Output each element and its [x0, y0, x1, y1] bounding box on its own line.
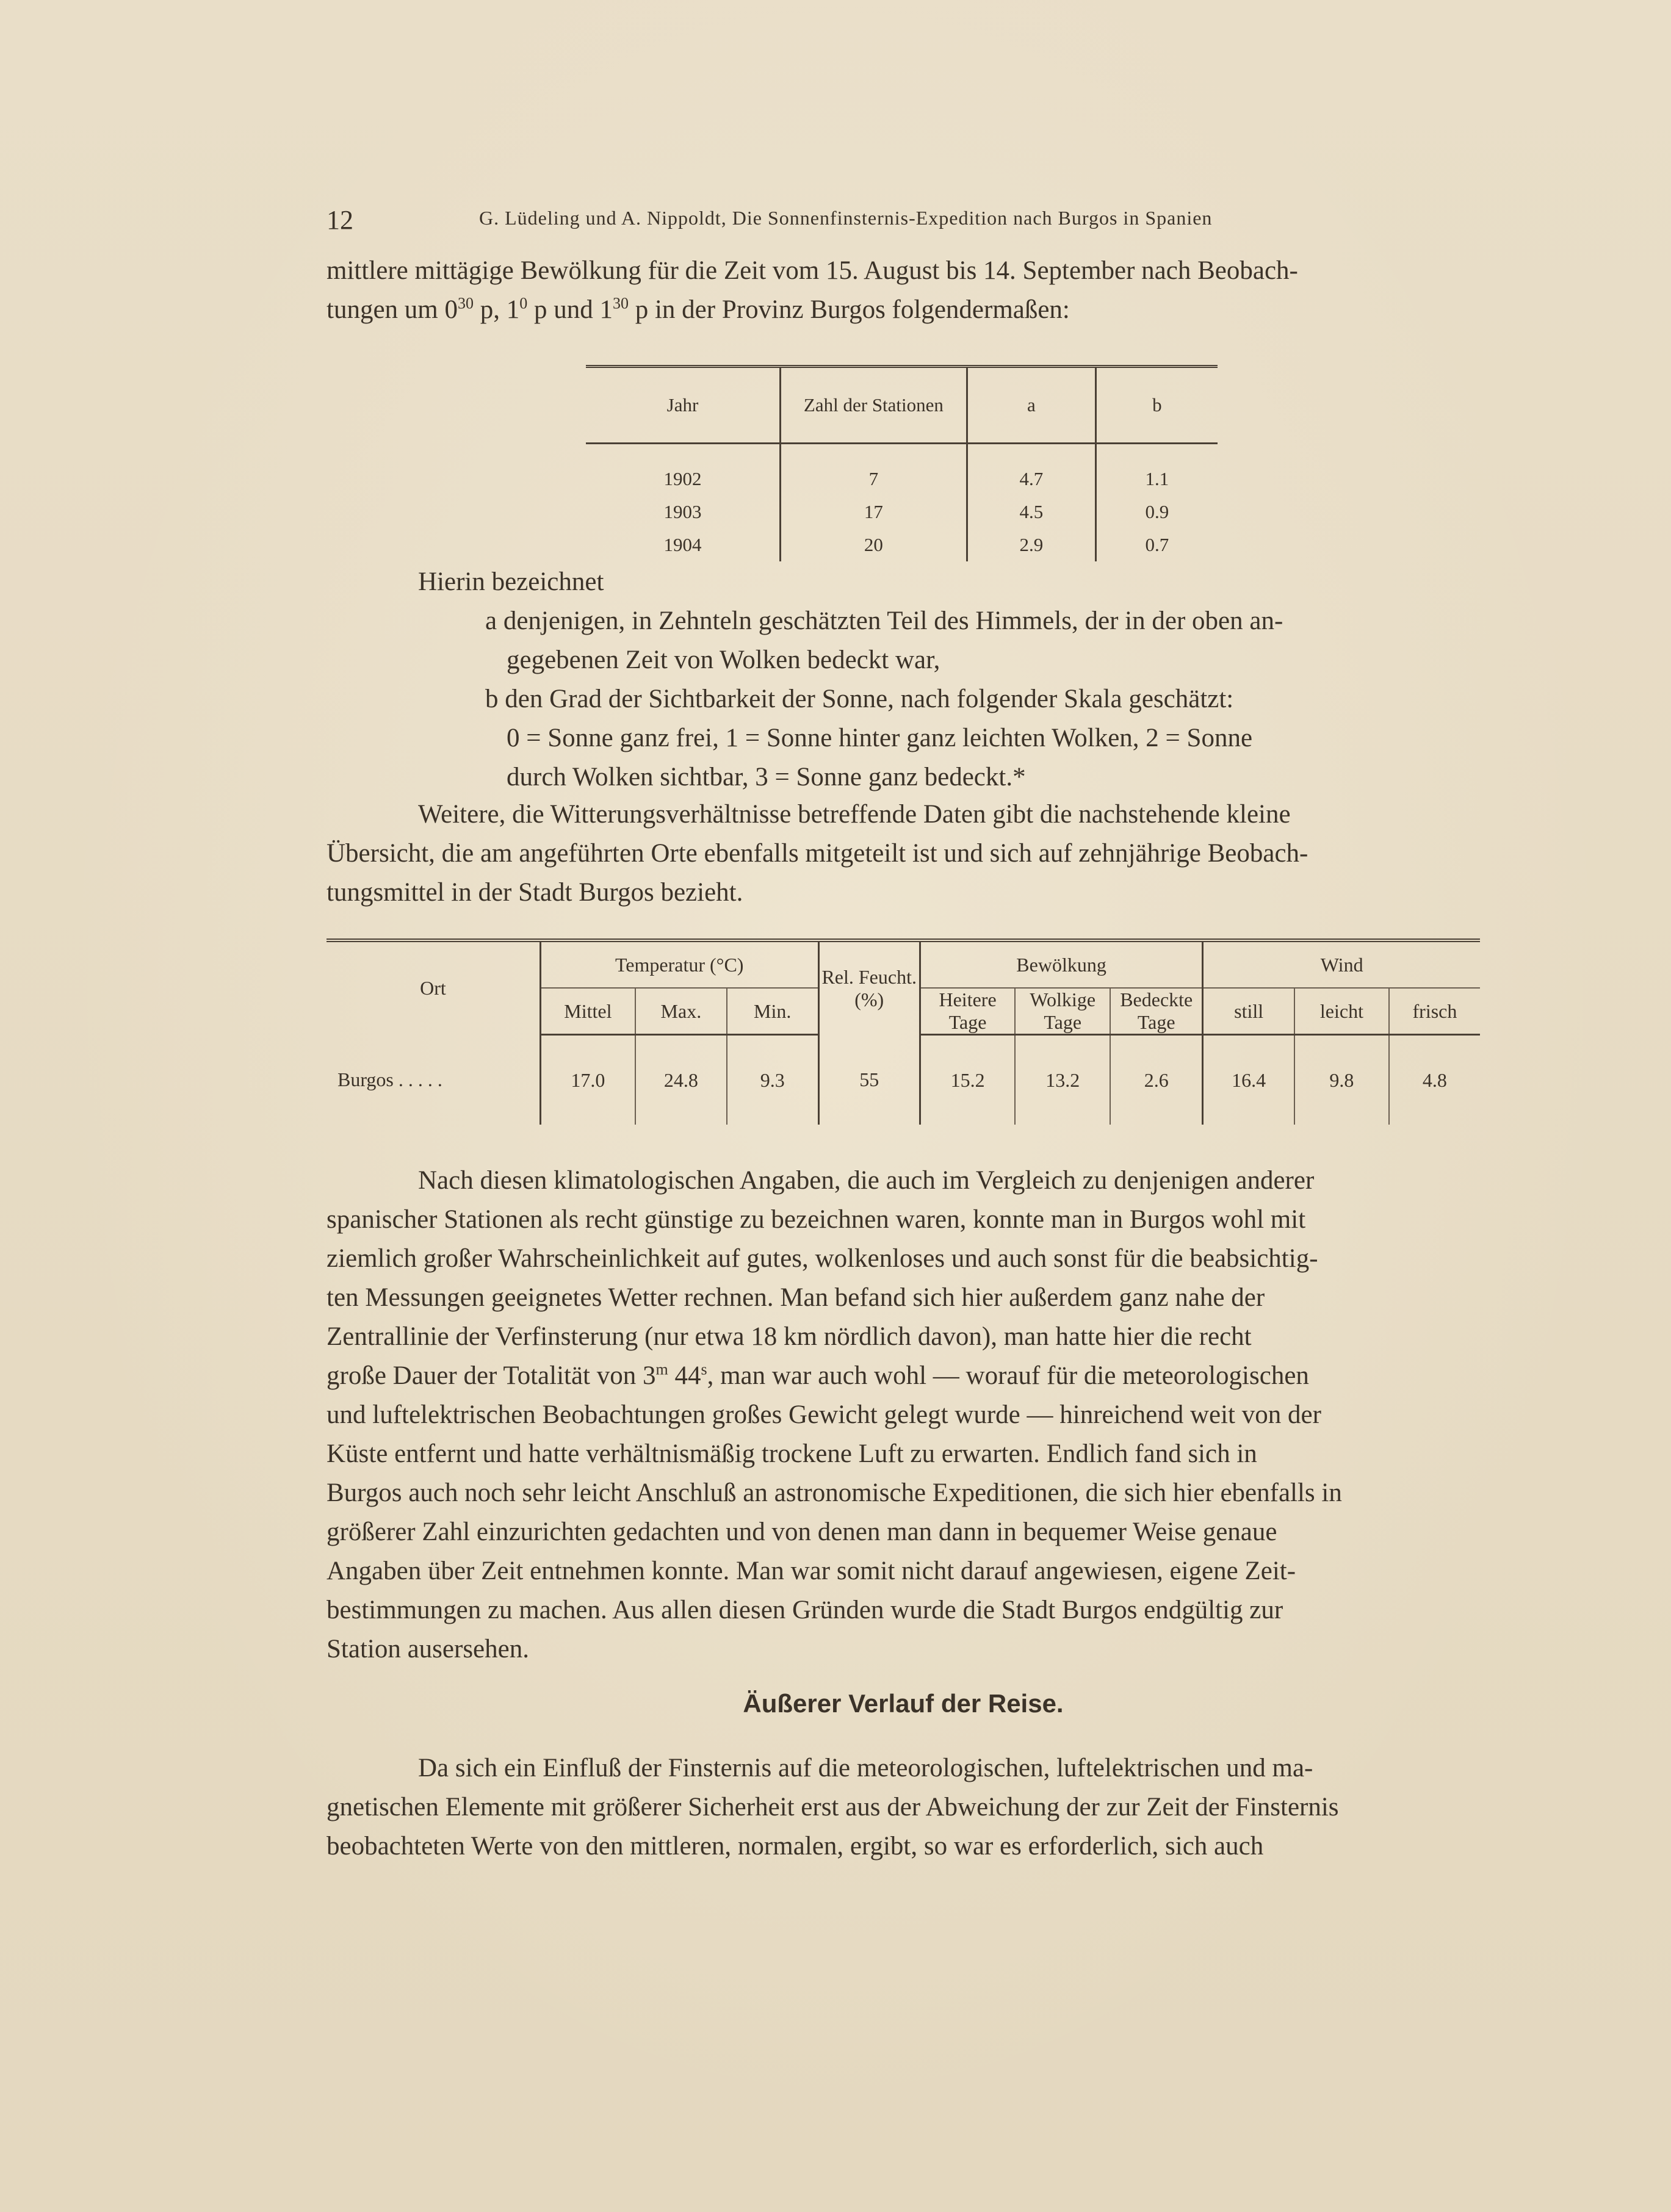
- text-run: p in der Provinz Burgos folgendermaßen:: [628, 295, 1070, 324]
- cell: 17: [781, 495, 967, 528]
- climate-table: [327, 938, 1480, 1125]
- climate-table-header-1: [327, 940, 1480, 988]
- cell: 1904: [586, 528, 781, 561]
- cloudiness-table: [586, 365, 1218, 561]
- cell: 7: [781, 444, 967, 496]
- superscript: 0: [519, 294, 528, 312]
- col-ort: Ort: [327, 940, 540, 1035]
- cell: 13.2: [1015, 1035, 1110, 1125]
- text-run: p und 1: [527, 295, 613, 324]
- col-temperatur: Temperatur (°C): [540, 940, 818, 988]
- cell: 4.8: [1422, 1068, 1447, 1091]
- legend-b-line-1: b den Grad der Sichtbarkeit der Sonne, nach folgender Skala geschätzt:: [485, 685, 1234, 713]
- para4-line-1: Da sich ein Einfluß der Finsternis auf die meteorologischen, luftelektrischen und ma-: [418, 1754, 1313, 1782]
- para4-line-3: beobachteten Werte von den mittleren, normalen, ergibt, so war es erforderlich, sich auch: [327, 1832, 1264, 1861]
- cell: 4.5: [967, 495, 1095, 528]
- cell: 20: [781, 528, 967, 561]
- cell: 2.9: [967, 528, 1095, 561]
- text-run: , man war auch wohl — worauf für die meteorologischen: [707, 1361, 1309, 1390]
- cell: 1.1: [1145, 468, 1169, 489]
- text-run: 44: [668, 1361, 701, 1390]
- col-wolkige: Wolkige Tage: [1015, 988, 1110, 1035]
- para2-line-2: Übersicht, die am angeführten Orte ebenfalls mitgeteilt ist und sich auf zehnjährige Beobach-: [327, 839, 1308, 868]
- intro-line-1: mittlere mittägige Bewölkung für die Zeit vom 15. August bis 14. September nach Beobach-: [327, 256, 1298, 285]
- col-bewoelkung: Bewölkung: [920, 940, 1203, 988]
- para3-line-1: Nach diesen klimatologischen Angaben, die auch im Vergleich zu denjenigen anderer: [418, 1166, 1315, 1195]
- para3-line-2: spanischer Stationen als recht günstige zu bezeichnen waren, konnte man in Burgos wohl mit: [327, 1205, 1306, 1234]
- superscript: s: [701, 1360, 707, 1378]
- cell: 2.6: [1110, 1035, 1203, 1125]
- para3-line-6: [327, 1356, 1480, 1396]
- legend-b-line-2: 0 = Sonne ganz frei, 1 = Sonne hinter ganz leichten Wolken, 2 = Sonne: [507, 724, 1253, 752]
- cell: 16.4: [1203, 1035, 1294, 1125]
- col-jahr: Jahr: [586, 367, 781, 444]
- col-b: b: [1095, 367, 1218, 444]
- cell: 9.3: [727, 1035, 818, 1125]
- intro-paragraph: [327, 251, 1480, 330]
- section-heading: Äußerer Verlauf der Reise.: [743, 1689, 1064, 1718]
- col-rel-feucht: Rel. Feucht. (%): [818, 940, 920, 1035]
- text-run: p, 1: [473, 295, 520, 324]
- col-frisch: frisch: [1389, 988, 1480, 1035]
- cell: 4.7: [967, 444, 1095, 496]
- para3-line-9: Burgos auch noch sehr leicht Anschluß an astronomische Expeditionen, die sich hier ebenfalls in: [327, 1479, 1342, 1507]
- col-leicht: leicht: [1294, 988, 1389, 1035]
- col-mittel: Mittel: [540, 988, 635, 1035]
- table-row: [586, 528, 1218, 561]
- col-wind: Wind: [1203, 940, 1480, 988]
- col-heitere: Heitere Tage: [920, 988, 1015, 1035]
- para3-line-8: Küste entfernt und hatte verhältnismäßig trockene Luft zu erwarten. Endlich fand sich in: [327, 1439, 1257, 1468]
- table-row: [586, 495, 1218, 528]
- para3-line-7: und luftelektrischen Beobachtungen großes Gewicht gelegt wurde — hinreichend weit von der: [327, 1400, 1321, 1429]
- col-min: Min.: [727, 988, 818, 1035]
- superscript: m: [655, 1360, 668, 1378]
- cell: 1902: [586, 444, 781, 496]
- para3-line-4: ten Messungen geeignetes Wetter rechnen. Man befand sich hier außerdem ganz nahe der: [327, 1283, 1265, 1312]
- paragraph-2: [327, 795, 1480, 912]
- page-header: [327, 204, 1486, 241]
- para3-line-10: größerer Zahl einzurichten gedachten und von denen man dann in bequemer Weise genaue: [327, 1518, 1277, 1546]
- col-bedeckte: Bedeckte Tage: [1110, 988, 1203, 1035]
- intro-line-2: [327, 290, 1480, 330]
- cell: 24.8: [635, 1035, 727, 1125]
- cell: 15.2: [920, 1035, 1015, 1125]
- para3-line-13: Station ausersehen.: [327, 1635, 529, 1663]
- legend-a-line-2: gegebenen Zeit von Wolken bedeckt war,: [507, 646, 940, 674]
- cell: 0.7: [1145, 534, 1169, 555]
- para4-line-2: gnetischen Elemente mit größerer Sicherheit erst aus der Abweichung der zur Zeit der Finsternis: [327, 1793, 1339, 1821]
- para2-line-1: Weitere, die Witterungsverhältnisse betreffende Daten gibt die nachstehende kleine: [418, 800, 1291, 829]
- para3-line-5: Zentrallinie der Verfinsterung (nur etwa 18 km nördlich davon), man hatte hier die recht: [327, 1322, 1252, 1351]
- cell-ort: Burgos . . . . .: [327, 1035, 540, 1125]
- para3-line-11: Angaben über Zeit entnehmen konnte. Man war somit nicht darauf angewiesen, eigene Zeit-: [327, 1557, 1296, 1585]
- col-max: Max.: [635, 988, 727, 1035]
- col-still: still: [1203, 988, 1294, 1035]
- cell: 0.9: [1145, 501, 1169, 522]
- para3-line-3: ziemlich großer Wahrscheinlichkeit auf gutes, wolkenloses und auch sonst für die beabsichtig-: [327, 1244, 1318, 1273]
- superscript: 30: [457, 294, 474, 312]
- superscript: 30: [612, 294, 629, 312]
- table-row: [327, 1035, 1480, 1125]
- col-stationen: Zahl der Stationen: [781, 367, 967, 444]
- col-a: a: [967, 367, 1095, 444]
- text-run: große Dauer der Totalität von 3: [327, 1361, 656, 1390]
- cell: 1903: [586, 495, 781, 528]
- legend-intro: Hierin bezeichnet: [418, 567, 604, 596]
- cell: 9.8: [1294, 1035, 1389, 1125]
- text-run: tungen um 0: [327, 295, 458, 324]
- legend-b-line-3: durch Wolken sichtbar, 3 = Sonne ganz bedeckt.*: [507, 763, 1026, 791]
- cloudiness-table-header: [586, 367, 1218, 444]
- para2-line-3: tungsmittel in der Stadt Burgos bezieht.: [327, 878, 743, 907]
- cell: 55: [818, 1035, 920, 1125]
- running-head: G. Lüdeling und A. Nippoldt, Die Sonnenfinsternis-Expedition nach Burgos in Spanien: [479, 207, 1213, 229]
- cell: 17.0: [540, 1035, 635, 1125]
- legend-a-line-1: a denjenigen, in Zehnteln geschätzten Teil des Himmels, der in der oben an-: [485, 607, 1283, 635]
- paragraph-3: [327, 1161, 1480, 1669]
- page-number: 12: [327, 205, 353, 235]
- para3-line-12: bestimmungen zu machen. Aus allen diesen Gründen wurde die Stadt Burgos endgültig zur: [327, 1596, 1283, 1624]
- paragraph-4: [327, 1749, 1480, 1866]
- legend-block: [327, 563, 1480, 797]
- table-row: [586, 444, 1218, 496]
